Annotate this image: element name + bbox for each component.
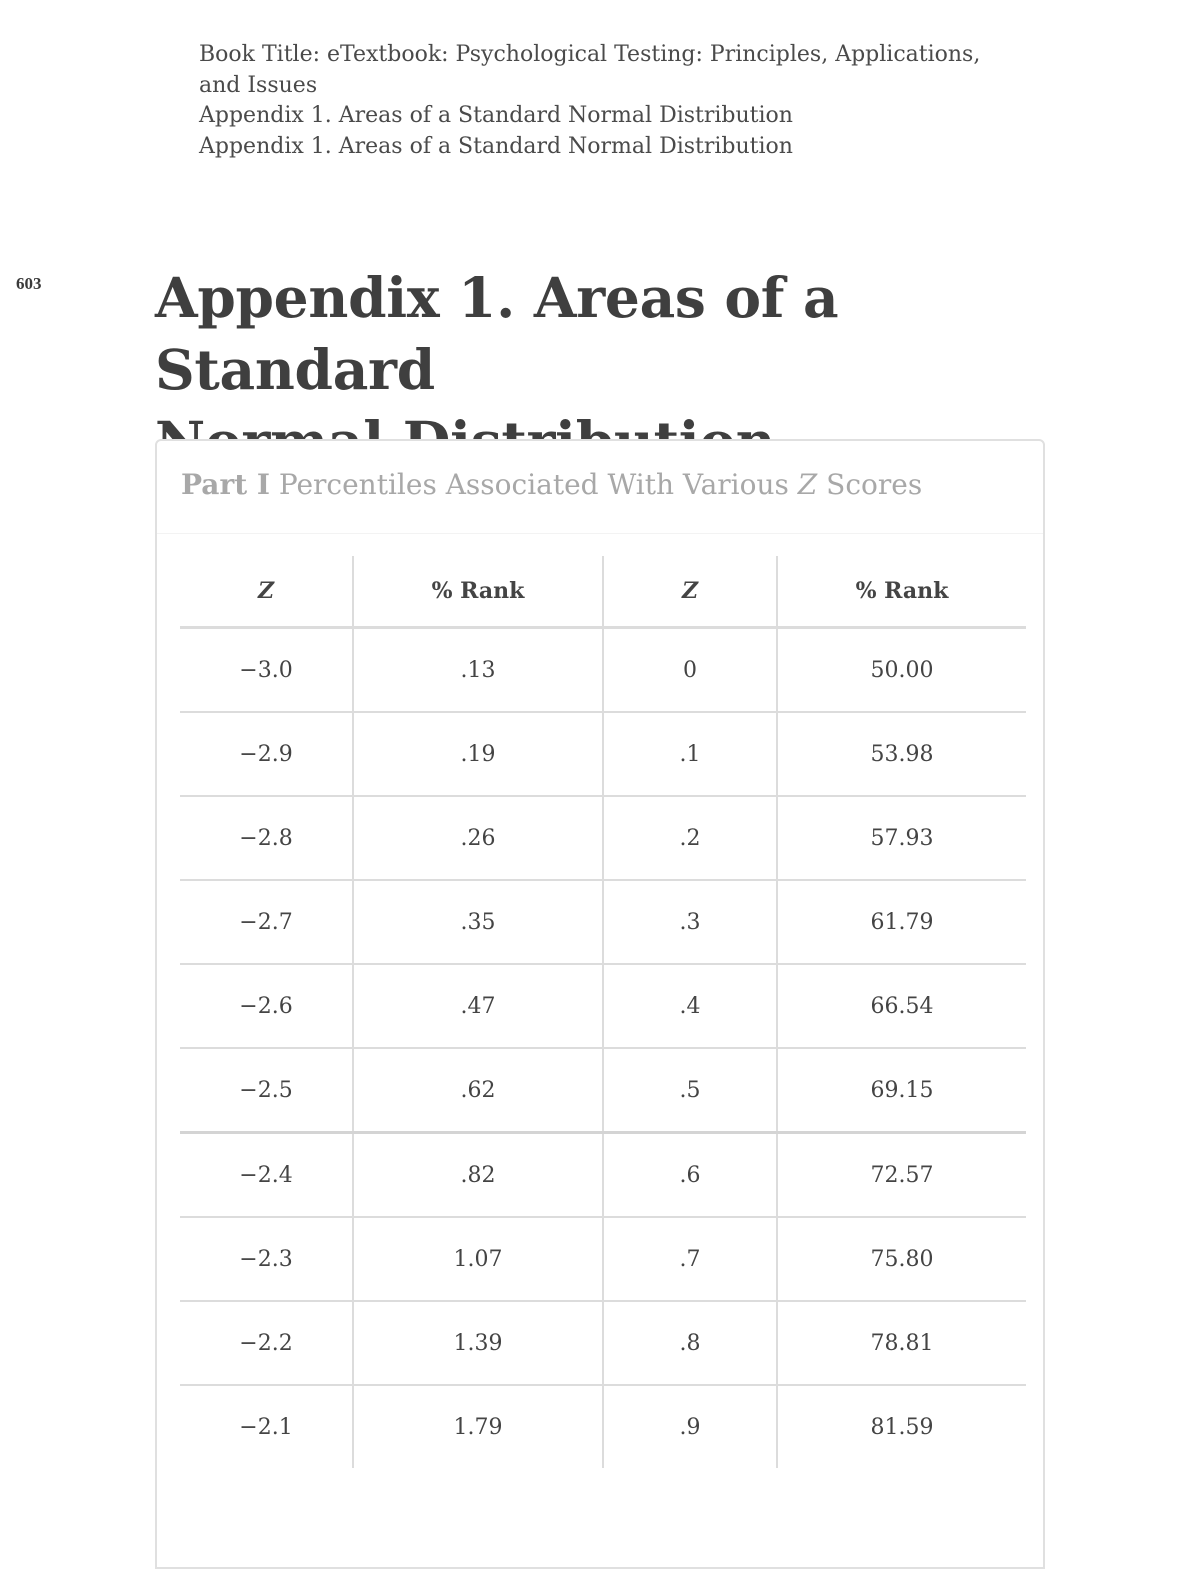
rank-cell: 1.07 bbox=[353, 1217, 603, 1301]
z-cell: −3.0 bbox=[180, 628, 353, 713]
z-cell: −2.3 bbox=[180, 1217, 353, 1301]
table-row bbox=[180, 712, 1026, 796]
rank-cell: 66.54 bbox=[777, 964, 1026, 1048]
z-cell: −2.7 bbox=[180, 880, 353, 964]
rank-cell: .62 bbox=[353, 1048, 603, 1133]
rank-cell: 57.93 bbox=[777, 796, 1026, 880]
rank-cell: 1.79 bbox=[353, 1385, 603, 1468]
z-cell: .7 bbox=[603, 1217, 777, 1301]
z-cell: −2.2 bbox=[180, 1301, 353, 1385]
book-title-line: Book Title: eTextbook: Psychological Testing: Principles, Applications, bbox=[199, 42, 981, 67]
z-score-table bbox=[180, 556, 1026, 1468]
table-container bbox=[155, 439, 1045, 1569]
rank-cell: 61.79 bbox=[777, 880, 1026, 964]
table-row bbox=[180, 1048, 1026, 1133]
rank-cell: 72.57 bbox=[777, 1133, 1026, 1218]
rank-cell: 69.15 bbox=[777, 1048, 1026, 1133]
table-row bbox=[180, 796, 1026, 880]
chapter-line: Appendix 1. Areas of a Standard Normal Distribution bbox=[199, 103, 793, 128]
column-header-rank: % Rank bbox=[777, 556, 1026, 628]
table-row bbox=[180, 1133, 1026, 1218]
rank-cell: 81.59 bbox=[870, 1414, 934, 1440]
rank-cell: .26 bbox=[353, 796, 603, 880]
rank-cell: .19 bbox=[353, 712, 603, 796]
z-cell: .2 bbox=[603, 796, 777, 880]
page-number: 603 bbox=[16, 274, 42, 293]
rank-cell: 75.80 bbox=[777, 1217, 1026, 1301]
caption-z: Z bbox=[797, 468, 818, 501]
z-cell: −2.4 bbox=[180, 1133, 353, 1218]
column-header-z: Z bbox=[180, 556, 353, 628]
z-cell: .9 bbox=[603, 1385, 777, 1468]
column-header-rank: % Rank bbox=[353, 556, 603, 628]
caption-text: Percentiles Associated With Various bbox=[269, 468, 798, 501]
rank-cell: .82 bbox=[353, 1133, 603, 1218]
caption-part-label: Part I bbox=[181, 468, 270, 501]
rank-cell: .47 bbox=[353, 964, 603, 1048]
z-cell: .8 bbox=[603, 1301, 777, 1385]
chapter-line-repeat: Appendix 1. Areas of a Standard Normal Distribution bbox=[199, 133, 793, 159]
z-cell: 0 bbox=[603, 628, 777, 713]
table-caption bbox=[181, 468, 922, 501]
z-cell: .4 bbox=[603, 964, 777, 1048]
rank-cell: 50.00 bbox=[777, 628, 1026, 713]
rank-cell: 53.98 bbox=[777, 712, 1026, 796]
rank-cell: 1.39 bbox=[353, 1301, 603, 1385]
z-cell: −2.5 bbox=[180, 1048, 353, 1133]
caption-divider bbox=[157, 533, 1043, 534]
book-title-line-continued: and Issues bbox=[199, 72, 318, 98]
z-cell: .5 bbox=[603, 1048, 777, 1133]
z-cell: .1 bbox=[603, 712, 777, 796]
z-cell: .6 bbox=[603, 1133, 777, 1218]
z-cell: −2.8 bbox=[180, 796, 353, 880]
page-title-line-1: Appendix 1. Areas of a Standard bbox=[155, 265, 839, 402]
z-cell: −2.9 bbox=[180, 712, 353, 796]
table-row bbox=[180, 964, 1026, 1048]
table-row bbox=[180, 880, 1026, 964]
table-header-row bbox=[180, 556, 1026, 628]
rank-cell: .35 bbox=[353, 880, 603, 964]
column-header-z: Z bbox=[603, 556, 777, 628]
table-row bbox=[180, 1385, 1026, 1468]
z-cell: .3 bbox=[603, 880, 777, 964]
table-row bbox=[180, 628, 1026, 713]
table-row bbox=[180, 1217, 1026, 1301]
z-cell: −2.6 bbox=[180, 964, 353, 1048]
rank-cell: .13 bbox=[353, 628, 603, 713]
z-cell: −2.1 bbox=[180, 1385, 353, 1468]
rank-cell: 78.81 bbox=[777, 1301, 1026, 1385]
caption-text-end: Scores bbox=[817, 468, 923, 501]
book-header bbox=[199, 40, 999, 162]
table-row bbox=[180, 1301, 1026, 1385]
